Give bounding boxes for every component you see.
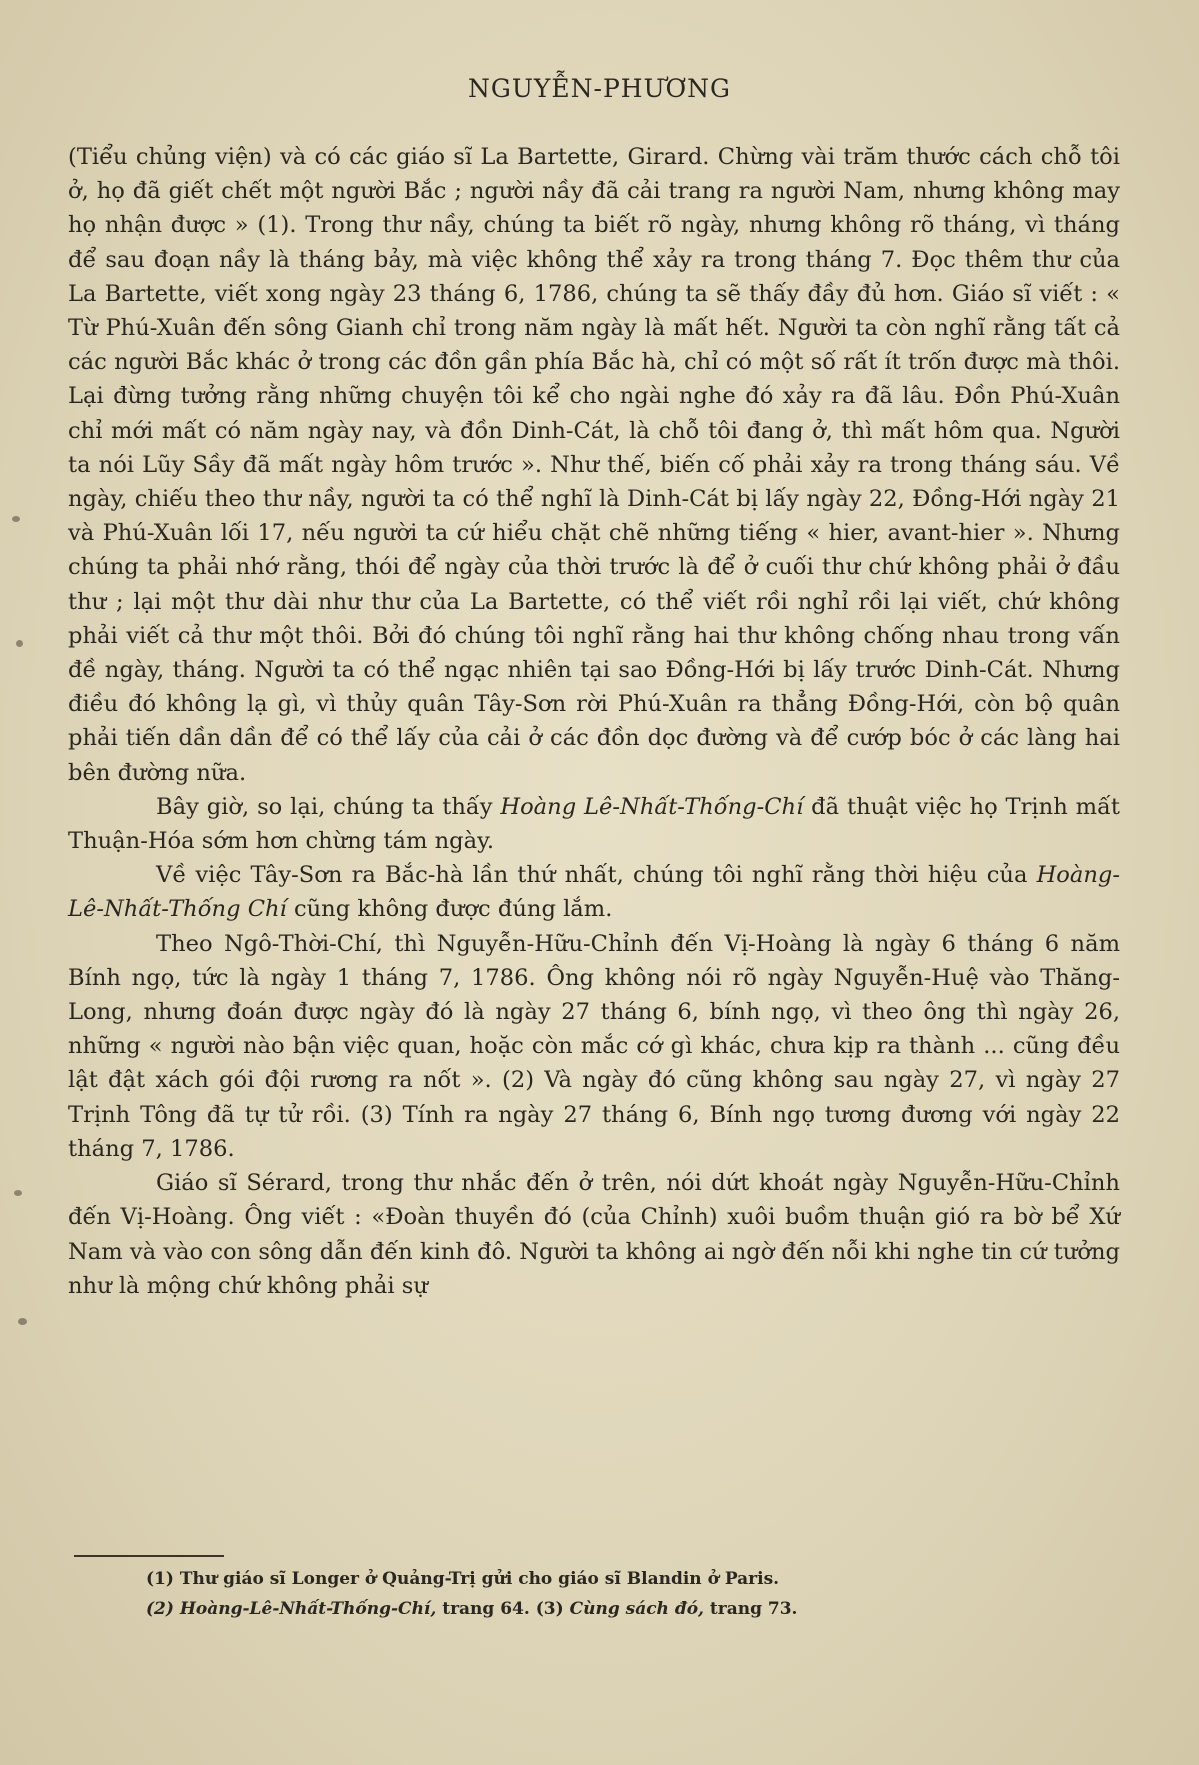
paper-speck — [18, 1318, 27, 1325]
paragraph-2 — [68, 790, 1120, 858]
paragraph-1: (Tiểu chủng viện) và có các giáo sĩ La Bartette, Girard. Chừng vài trăm thước cách chỗ tôi ở, họ đã giết chết một người Bắc ; người nầy đã cải trang ra người Nam, nhưng không may họ nhận được » (1). Trong thư nầy, chúng ta biết rõ ngày, nhưng không rõ tháng, vì tháng để sau đoạn nầy là tháng bảy, mà việc không thể xảy ra trong tháng 7. Đọc thêm thư của La Bartette, viết xong ngày 23 tháng 6, 1786, chúng ta sẽ thấy đầy đủ hơn. Giáo sĩ viết : « Từ Phú-Xuân đến sông Gianh chỉ trong năm ngày là mất hết. Người ta còn nghĩ rằng tất cả các người Bắc khác ở trong các đồn gần phía Bắc hà, chỉ có một số rất ít trốn được mà thôi. Lại đừng tưởng rằng những chuyện tôi kể cho ngài nghe đó xảy ra đã lâu. Đồn Phú-Xuân chỉ mới mất có năm ngày nay, và đồn Dinh-Cát, là chỗ tôi đang ở, thì mất hôm qua. Người ta nói Lũy Sầy đã mất ngày hôm trước ». Như thế, biến cố phải xảy ra trong tháng sáu. Về ngày, chiếu theo thư nầy, người ta có thể nghĩ là Dinh-Cát bị lấy ngày 22, Đồng-Hới ngày 21 và Phú-Xuân lối 17, nếu người ta cứ hiểu chặt chẽ những tiếng « hier, avant-hier ». Nhưng chúng ta phải nhớ rằng, thói để ngày của thời trước là để ở cuối thư chứ không phải ở đầu thư ; lại một thư dài như thư của La Bartette, có thể viết rồi nghỉ rồi lại viết, chứ không phải viết cả thư một thôi. Bởi đó chúng tôi nghĩ rằng hai thư không chống nhau trong vấn đề ngày, tháng. Người ta có thể ngạc nhiên tại sao Đồng-Hới bị lấy trước Dinh-Cát. Nhưng điều đó không lạ gì, vì thủy quân Tây-Sơn rời Phú-Xuân ra thẳng Đồng-Hới, còn bộ quân phải tiến dần dần để có thể lấy của cải ở các đồn dọc đường và để cướp bóc ở các làng hai bên đường nữa. — [68, 144, 1120, 786]
paragraph-3-lead: Về việc Tây-Sơn ra Bắc-hà lần thứ nhất, chúng tôi nghĩ rằng thời hiệu của — [156, 862, 1037, 889]
paragraph-5: Giáo sĩ Sérard, trong thư nhắc đến ở trên, nói dứt khoát ngày Nguyễn-Hữu-Chỉnh đến Vị-Hoàng. Ông viết : «Đoàn thuyền đó (của Chỉnh) xuôi buồm thuận gió ra bờ bể Xứ Nam và vào con sông dẫn đến kinh đô. Người ta không ai ngờ đến nỗi khi nghe tin cứ tưởng như là mộng chứ không phải sự — [68, 1170, 1120, 1299]
footnote-2-page: trang 64. (3) — [436, 1599, 570, 1619]
paper-speck — [16, 640, 23, 647]
paragraph-2-tail: đã thuật việc họ Trịnh mất Thuận-Hóa sớm hơn chừng tám ngày. — [68, 793, 1120, 855]
footnote-2-title: (2) Hoàng-Lê-Nhất-Thống-Chí, — [146, 1599, 437, 1619]
footnote-1: (1) Thư giáo sĩ Longer ở Quảng-Trị gửi cho giáo sĩ Blandin ở Paris. — [146, 1569, 780, 1589]
book-title-ref: Hoàng Lê-Nhất-Thống-Chí — [500, 793, 804, 820]
footnote-3-title: Cùng sách đó, — [569, 1599, 704, 1619]
paper-speck — [14, 1190, 22, 1196]
paragraph-3 — [68, 858, 1120, 926]
body-text — [68, 140, 1120, 1303]
footnote-3-page: trang 73. — [703, 1599, 798, 1619]
book-title-ref: Hoàng-Lê-Nhất-Thống Chí — [68, 862, 1120, 923]
running-head: NGUYỄN-PHƯƠNG — [467, 74, 732, 103]
paragraph-3-tail: cũng không được đúng lắm. — [286, 896, 613, 923]
paragraph-4: Theo Ngô-Thời-Chí, thì Nguyễn-Hữu-Chỉnh đến Vị-Hoàng là ngày 6 tháng 6 năm Bính ngọ, tức là ngày 1 tháng 7, 1786. Ông không nói rõ ngày Nguyễn-Huệ vào Thăng-Long, nhưng đoán được ngày đó là ngày 27 tháng 6, bính ngọ, vì theo ông thì ngày 26, những « người nào bận việc quan, hoặc còn mắc cớ gì khác, chưa kịp ra thành ... cũng đều lật đật xách gói đội rương ra nốt ». (2) Và ngày đó cũng không sau ngày 27, vì ngày 27 Trịnh Tông đã tự tử rồi. (3) Tính ra ngày 27 tháng 6, Bính ngọ tương đương với ngày 22 tháng 7, 1786. — [68, 930, 1120, 1162]
footnote-2-3 — [146, 1594, 1126, 1624]
footnotes — [146, 1564, 1126, 1624]
paper-speck — [12, 516, 20, 522]
footnote-rule — [74, 1555, 224, 1557]
paragraph-2-lead: Bây giờ, so lại, chúng ta thấy — [156, 793, 501, 820]
